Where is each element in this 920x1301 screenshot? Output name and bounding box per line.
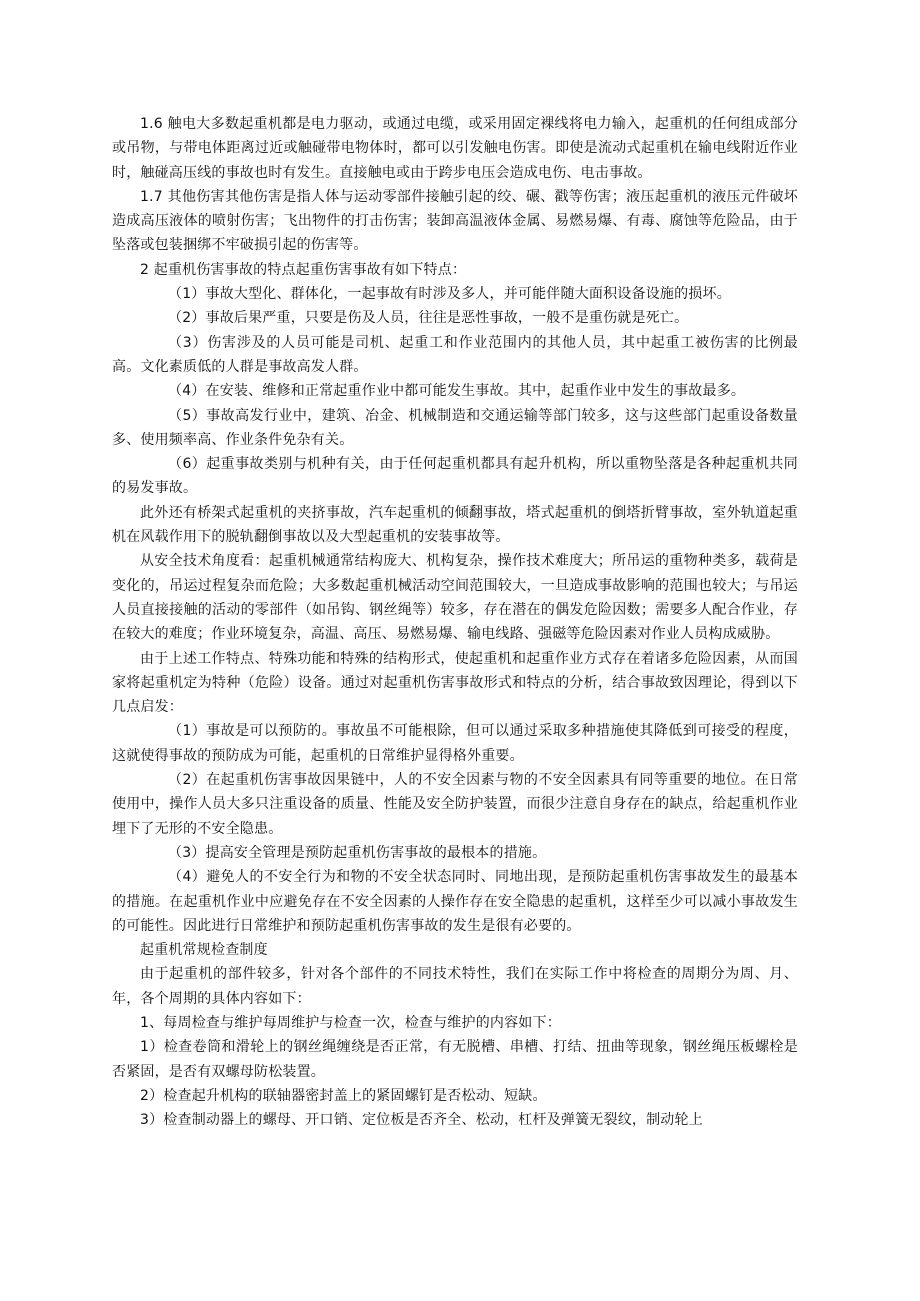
paragraph: 由于起重机的部件较多，针对各个部件的不同技术特性，我们在实际工作中将检查的周期分为周、月、年，各个周期的具体内容如下： <box>112 966 798 1007</box>
list-item: （4）在安装、维修和正常起重作业中都可能发生事故。其中，起重作业中发生的事故最多。 <box>168 383 746 400</box>
paragraph-weekly-inspection: 1、每周检查与维护每周维护与检查一次，检查与维护的内容如下： <box>140 1014 561 1031</box>
list-item: （4）避免人的不安全行为和物的不安全状态同时、同地出现，是预防起重机伤害事故发生的最基本的措施。在起重机作业中应避免存在不安全因素的人操作存在安全隐患的起重机，这样至少可以减小事故发生的可能性。因此进行日常维护和预防起重机伤害事故的发生是很有必要的。 <box>112 869 798 934</box>
list-item: （1）事故大型化、群体化，一起事故有时涉及多人，并可能伴随大面积设备设施的损坏。 <box>168 286 731 303</box>
paragraph-1-7-other-injuries: 1.7 其他伤害其他伤害是指人体与运动零部件接触引起的绞、碾、戳等伤害；液压起重机的液压元件破坏造成高压液体的喷射伤害；飞出物件的打击伤害；装卸高温液体金属、易燃易爆、有毒、腐蚀等危险品，由于坠落或包装捆绑不牢破损引起的伤害等。 <box>112 188 798 254</box>
paragraph: 此外还有桥架式起重机的夹挤事故，汽车起重机的倾翻事故，塔式起重机的倒塔折臂事故，室外轨道起重机在风载作用下的脱轨翻倒事故以及大型起重机的安装事故等。 <box>112 504 798 546</box>
list-item: （5）事故高发行业中，建筑、冶金、机械制造和交通运输等部门较多，这与这些部门起重设备数量多、使用频率高、作业条件免杂有关。 <box>112 407 798 448</box>
paragraph: 由于上述工作特点、特殊功能和特殊的结构形式，使起重机和起重作业方式存在着诸多危险因素，从而国家将起重机定为特种（危险）设备。通过对起重机伤害事故形式和特点的分析，结合事故致因理论，得到以下几点启发： <box>112 650 798 716</box>
list-item: （2）在起重机伤害事故因果链中，人的不安全因素与物的不安全因素具有同等重要的地位。在日常使用中，操作人员大多只注重设备的质量、性能及安全防护装置，而很少注意自身存在的缺点，给起重机作业埋下了无形的不安全隐患。 <box>112 772 798 837</box>
paragraph-1-6-electric-shock: 1.6 触电大多数起重机都是电力驱动，或通过电缆，或采用固定裸线将电力输入，起重机的任何组成部分或吊物，与带电体距离过近或触碰带电物体时，都可以引发触电伤害。即使是流动式起重机在输电线附近作业时，触碰高压线的事故也时有发生。直接触电或由于跨步电压会造成电伤、电击事故。 <box>112 116 798 181</box>
list-item: （6）起重事故类别与机种有关，由于任何起重机都具有起升机构，所以重物坠落是各种起重机共同的易发事故。 <box>112 456 798 497</box>
paragraph-2-accident-features: 2 起重机伤害事故的特点起重伤害事故有如下特点： <box>140 261 467 278</box>
paragraph: 从安全技术角度看：起重机械通常结构庞大、机构复杂，操作技术难度大；所吊运的重物种类多，载荷是变化的，吊运过程复杂而危险；大多数起重机械活动空间范围较大，一旦造成事故影响的范围也较大；与吊运人员直接接触的活动的零部件（如吊钩、钢丝绳等）较多，存在潜在的偶发危险因数；需要多人配合作业，存在较大的难度；作业环境复杂，高温、高压、易燃易爆、输电线路、强磁等危险因素对作业人员构成威胁。 <box>112 553 798 643</box>
list-item: （2）事故后果严重，只要是伤及人员，往往是恶性事故，一般不是重伤就是死亡。 <box>168 310 689 327</box>
list-item: （3）提高安全管理是预防起重机伤害事故的最根本的措施。 <box>168 844 547 861</box>
list-item: 3）检查制动器上的螺母、开口销、定位板是否齐全、松动，杠杆及弹簧无裂纹，制动轮上 <box>140 1112 703 1129</box>
list-item: 2）检查起升机构的联轴器密封盖上的紧固螺钉是否松动、短缺。 <box>140 1087 547 1104</box>
section-heading-inspection-system: 起重机常规检查制度 <box>140 942 268 959</box>
list-item: （3）伤害涉及的人员可能是司机、起重工和作业范围内的其他人员，其中起重工被伤害的比例最高。文化素质低的人群是事故高发人群。 <box>112 334 798 375</box>
list-item: （1）事故是可以预防的。事故虽不可能根除，但可以通过采取多种措施使其降低到可接受的程度，这就使得事故的预防成为可能，起重机的日常维护显得格外重要。 <box>112 723 798 764</box>
list-item: 1）检查卷筒和滑轮上的钢丝绳缠绕是否正常，有无脱槽、串槽、打结、扭曲等现象，钢丝绳压板螺栓是否紧固，是否有双螺母防松装置。 <box>112 1039 798 1080</box>
